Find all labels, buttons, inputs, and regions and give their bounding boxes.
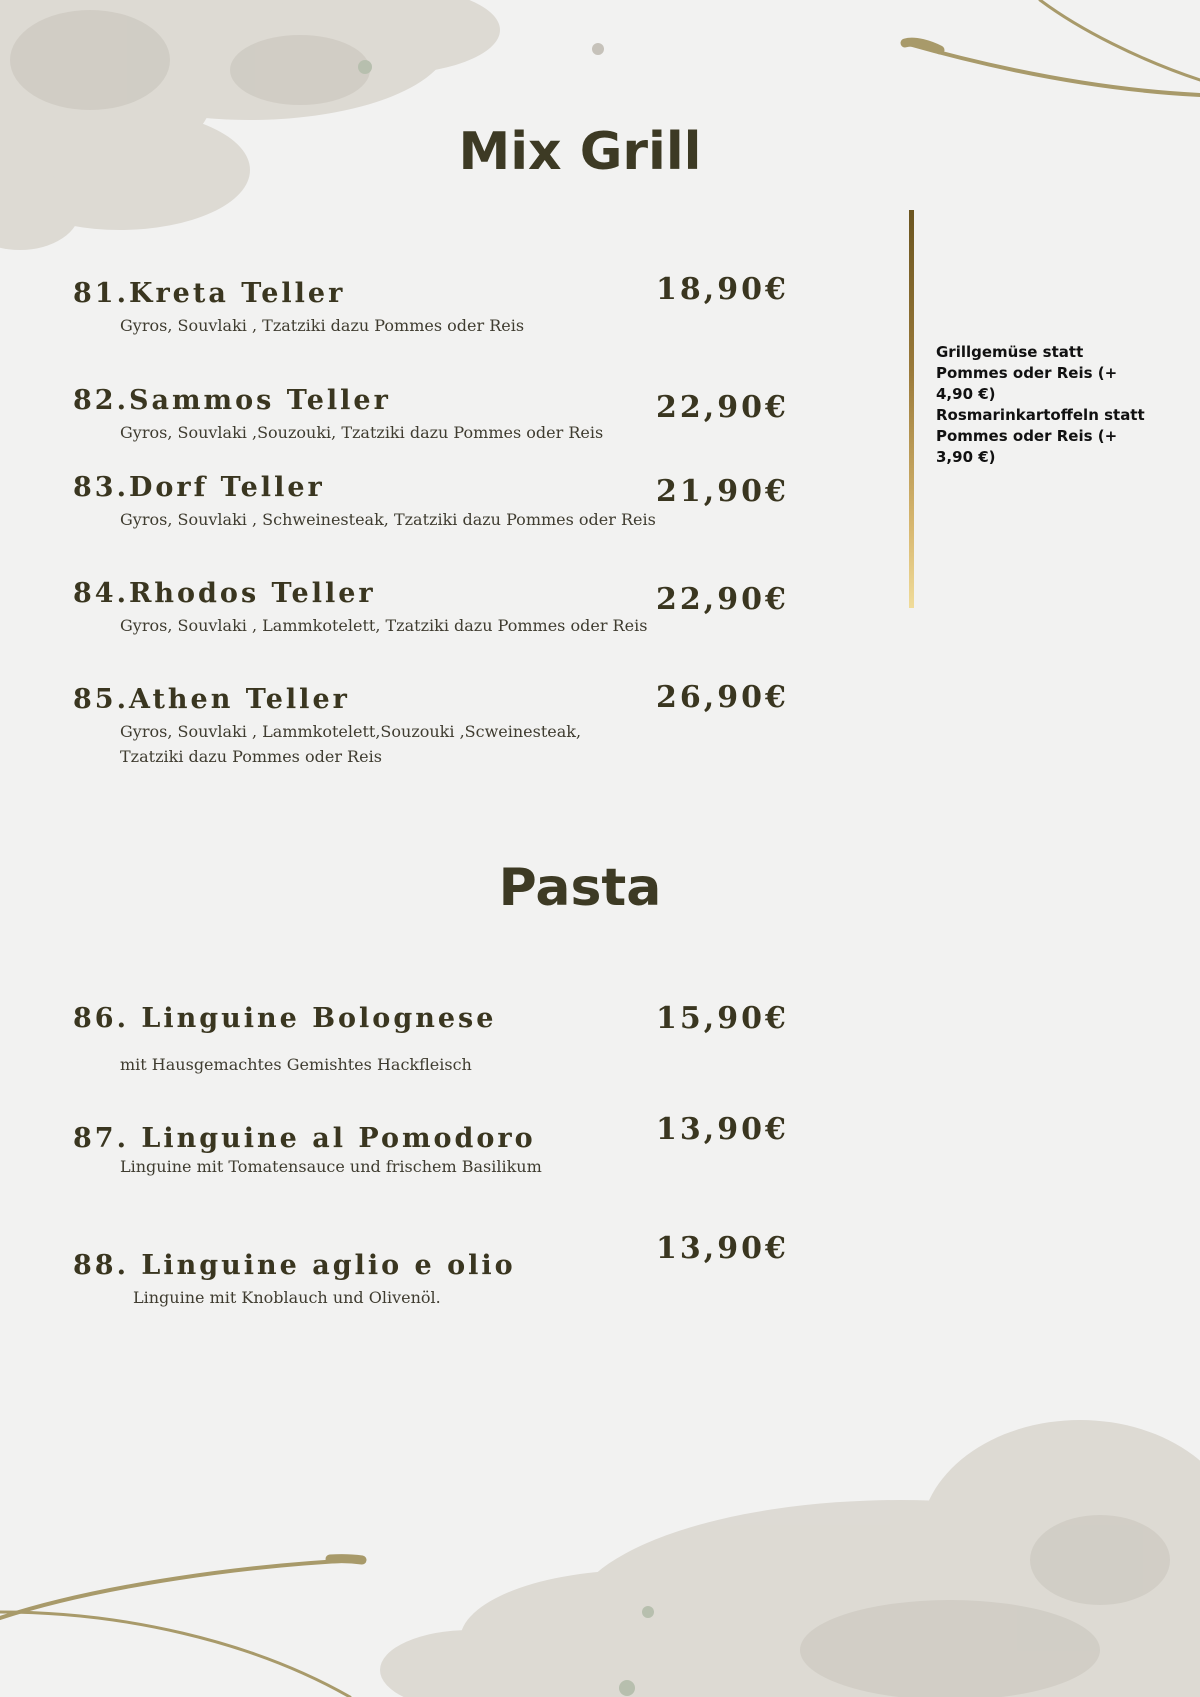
item-price: 15,90€ xyxy=(656,1001,789,1036)
item-description: Linguine mit Tomatensauce und frischem Basilikum xyxy=(120,1157,542,1176)
item-price: 13,90€ xyxy=(656,1112,789,1147)
item-name: 87. Linguine al Pomodoro xyxy=(73,1123,536,1154)
item-description-line: Tzatziki dazu Pommes oder Reis xyxy=(120,747,382,766)
menu-item xyxy=(73,472,713,532)
item-name: 84.Rhodos Teller xyxy=(73,578,376,609)
item-price: 18,90€ xyxy=(656,272,789,307)
item-name: 85.Athen Teller xyxy=(73,684,350,715)
item-name: 81.Kreta Teller xyxy=(73,278,346,309)
gold-divider xyxy=(909,210,914,608)
item-description xyxy=(120,719,713,769)
item-name: 82.Sammos Teller xyxy=(73,385,391,416)
section-title-pasta: Pasta xyxy=(498,858,662,918)
menu-item xyxy=(73,578,713,638)
item-name: 86. Linguine Bolognese xyxy=(73,1003,497,1034)
item-price: 26,90€ xyxy=(656,680,789,715)
item-description: Linguine mit Knoblauch und Olivenöl. xyxy=(133,1288,441,1307)
item-price: 13,90€ xyxy=(656,1231,789,1266)
item-name: 83.Dorf Teller xyxy=(73,472,325,503)
section-title-mix-grill: Mix Grill xyxy=(458,122,702,182)
item-price: 22,90€ xyxy=(656,390,789,425)
menu-item xyxy=(73,1123,713,1179)
menu-item xyxy=(73,684,713,769)
item-description: Gyros, Souvlaki , Lammkotelett, Tzatziki dazu Pommes oder Reis xyxy=(120,616,648,635)
item-description: Gyros, Souvlaki , Schweinesteak, Tzatziki dazu Pommes oder Reis xyxy=(120,510,656,529)
item-description: mit Hausgemachtes Gemishtes Hackfleisch xyxy=(120,1055,472,1074)
item-price: 22,90€ xyxy=(656,582,789,617)
menu-item xyxy=(73,385,713,445)
menu-item xyxy=(73,1250,713,1310)
item-description-line: Gyros, Souvlaki , Lammkotelett,Souzouki ,Scweinesteak, xyxy=(120,722,582,741)
item-name: 88. Linguine aglio e olio xyxy=(73,1250,516,1281)
side-note xyxy=(936,342,1158,468)
item-description: Gyros, Souvlaki , Tzatziki dazu Pommes oder Reis xyxy=(120,316,525,335)
side-note-line: Grillgemüse statt Pommes oder Reis (+ 4,90 €) xyxy=(936,343,1118,403)
menu-item xyxy=(73,278,713,338)
side-note-line: Rosmarinkartoffeln statt Pommes oder Reis (+ 3,90 €) xyxy=(936,406,1145,466)
menu-item xyxy=(73,1003,713,1077)
item-price: 21,90€ xyxy=(656,474,789,509)
item-description: Gyros, Souvlaki ,Souzouki, Tzatziki dazu Pommes oder Reis xyxy=(120,423,604,442)
